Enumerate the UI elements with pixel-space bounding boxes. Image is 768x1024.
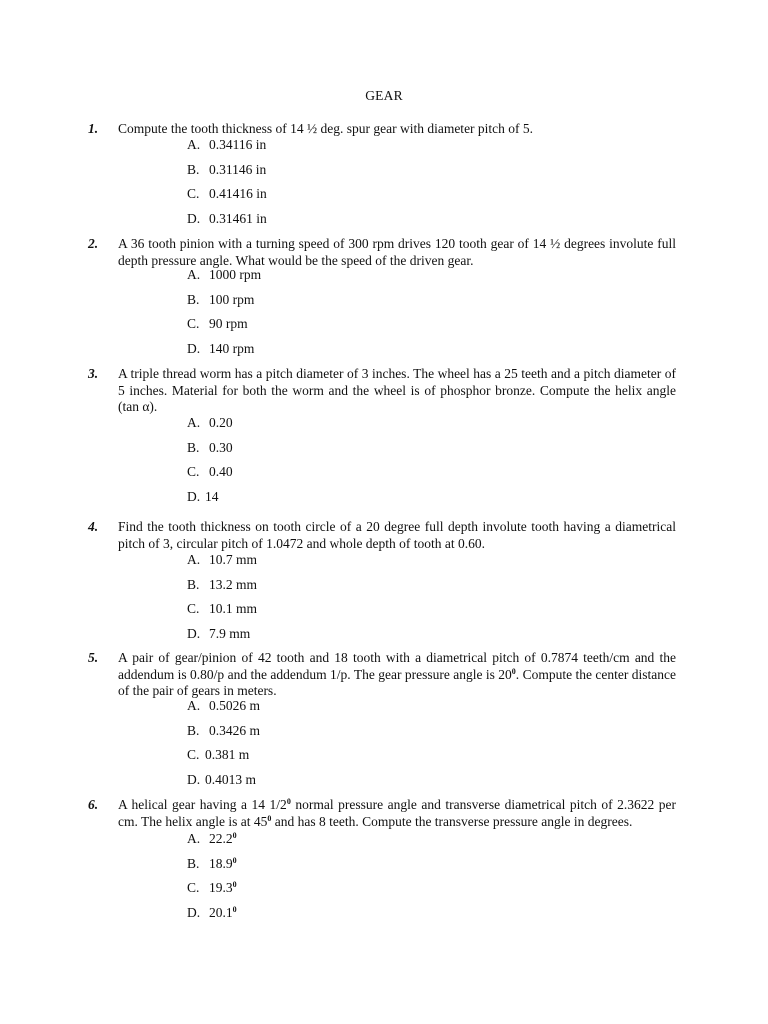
options-list bbox=[187, 698, 260, 796]
question-number: 6. bbox=[88, 797, 99, 812]
degree-superscript: 0 bbox=[511, 666, 516, 676]
option-d: D. 20.1$^0$ bbox=[187, 904, 237, 920]
option-b: B. 0.31146 in bbox=[187, 161, 267, 177]
options-list bbox=[187, 267, 261, 365]
degree-superscript: 0 bbox=[267, 813, 272, 823]
option-d: D. 0.4013 m bbox=[187, 771, 257, 787]
options-list bbox=[187, 137, 267, 235]
option-d: D. 7.9 mm bbox=[187, 625, 251, 641]
options-list bbox=[187, 831, 237, 929]
option-a: A. 1000 rpm bbox=[187, 267, 262, 282]
option-c: C. 0.41416 in bbox=[187, 186, 267, 202]
question-text: A helical gear having a 14 $1/2^0$ normal pressure angle and transverse diametrical pitch of 2.3622 per cm. The helix angle is at $45^0$ and has 8 teeth. Compute the transverse pressure angle in degrees. bbox=[118, 797, 676, 829]
question-text: A 36 tooth pinion with a turning speed of 300 rpm drives 120 tooth gear of 14 ½ degrees involute full depth pressure angle. What would be the speed of the driven gear. bbox=[118, 236, 676, 268]
question-text: A triple thread worm has a pitch diameter of 3 inches. The wheel has a 25 teeth and a pitch diameter of 5 inches. Material for both the worm and the wheel is of phosphor bronze. Compute the helix angle (tan α). bbox=[118, 366, 676, 414]
degree-superscript: 0 bbox=[286, 797, 291, 806]
option-d: D. 0.31461 in bbox=[187, 210, 267, 226]
option-c: C. 0.40 bbox=[187, 464, 233, 480]
question-text: Compute the tooth thickness of 14 ½ deg. spur gear with diameter pitch of 5. bbox=[118, 121, 534, 136]
options-list bbox=[187, 552, 257, 650]
question-number: 1. bbox=[88, 121, 99, 136]
option-b: B. 18.9$^0$ bbox=[187, 855, 237, 871]
question-text: Find the tooth thickness on tooth circle of a 20 degree full depth involute tooth having a diametrical pitch of 3, circular pitch of 1.0472 and whole depth of tooth at 0.60. bbox=[118, 519, 676, 551]
option-c: C. 0.381 m bbox=[187, 747, 250, 763]
option-b: B. 0.30 bbox=[187, 439, 233, 455]
option-a: A. 10.7 mm bbox=[187, 552, 258, 567]
option-d: D. 140 rpm bbox=[187, 340, 255, 356]
question-number: 4. bbox=[88, 519, 99, 534]
option-d: D. 14 bbox=[187, 488, 219, 504]
page-title: GEAR bbox=[365, 88, 403, 103]
question-number: 3. bbox=[88, 366, 99, 381]
question-number: 5. bbox=[88, 650, 99, 665]
question-text: A pair of gear/pinion of 42 tooth and 18 tooth with a diametrical pitch of 0.7874 teeth/cm and the addendum is 0.80/p and the addendum 1/p. The gear pressure angle is $20^0$. Compute the center distance of the pair of gears in meters. bbox=[118, 650, 676, 698]
option-a: A. 0.5026 m bbox=[187, 698, 261, 713]
option-a: A. 0.34116 in bbox=[187, 137, 267, 152]
option-a: A. 0.20 bbox=[187, 415, 233, 430]
option-b: B. 13.2 mm bbox=[187, 576, 258, 592]
option-a: A. 22.2$^0$ bbox=[187, 831, 237, 846]
option-b: B. 0.3426 m bbox=[187, 722, 261, 738]
option-c: C. 19.3$^0$ bbox=[187, 880, 237, 896]
option-c: C. 10.1 mm bbox=[187, 601, 258, 617]
option-c: C. 90 rpm bbox=[187, 316, 248, 332]
option-b: B. 100 rpm bbox=[187, 291, 255, 307]
question-number: 2. bbox=[88, 236, 99, 251]
options-list bbox=[187, 415, 233, 513]
